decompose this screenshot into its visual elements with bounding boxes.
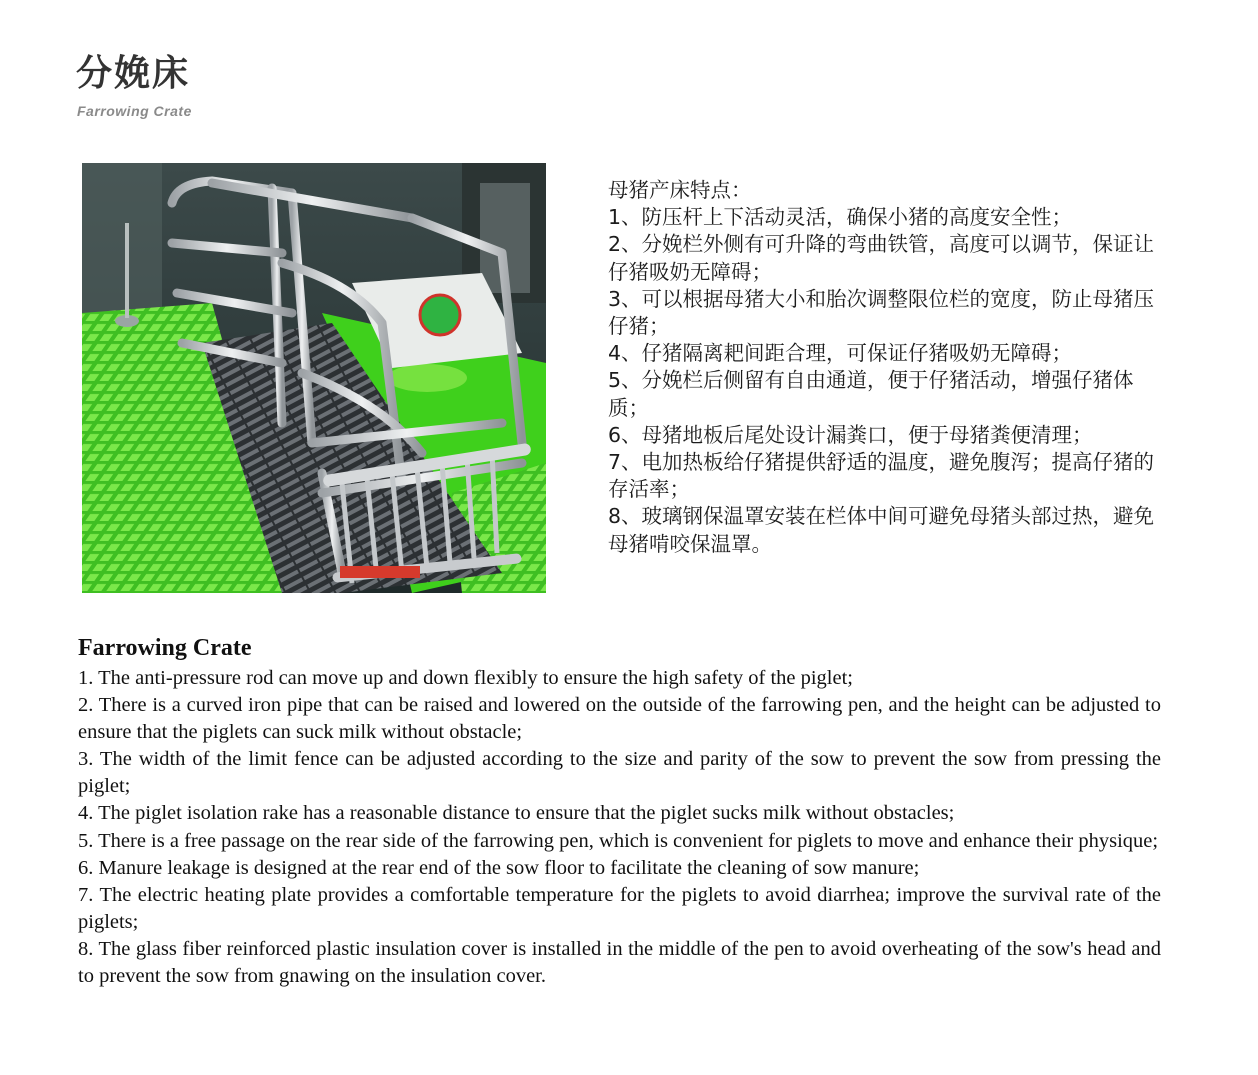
feature-en-item-8: 8. The glass fiber reinforced plastic insulation cover is installed in the middle of the pen to avoid overheating of the sow's head and to prevent the sow from gnawing on the insulation cover. — [78, 937, 1161, 988]
feature-zh-item-3: 3、可以根据母猪大小和胎次调整限位栏的宽度，防止母猪压仔猪； — [608, 286, 1155, 339]
farrowing-crate-photo — [82, 163, 546, 593]
feature-en-item-4: 4. The piglet isolation rake has a reasonable distance to ensure that the piglet sucks milk without obstacles; — [78, 802, 955, 825]
photo-illustration — [82, 163, 546, 593]
feature-en-item-7: 7. The electric heating plate provides a comfortable temperature for the piglets to avoid diarrhea; improve the survival rate of the piglets; — [78, 883, 1161, 933]
features-zh — [608, 177, 1168, 558]
feature-zh-item-2: 2、分娩栏外侧有可升降的弯曲铁管，高度可以调节，保证让仔猪吸奶无障碍； — [608, 232, 1155, 284]
feature-zh-item-7: 7、电加热板给仔猪提供舒适的温度，避免腹泻；提高仔猪的存活率； — [608, 450, 1155, 502]
features-en-heading: Farrowing Crate — [78, 635, 252, 661]
feature-en-item-6: 6. Manure leakage is designed at the rear end of the sow floor to facilitate the cleaning of sow manure; — [78, 856, 920, 879]
features-en — [78, 632, 1161, 990]
page-title: 分娩床 — [76, 53, 191, 94]
feature-zh-item-5: 5、分娩栏后侧留有自由通道，便于仔猪活动，增强仔猪体质； — [608, 368, 1134, 420]
features-zh-heading: 母猪产床特点： — [608, 178, 752, 202]
feature-en-item-3: 3. The width of the limit fence can be adjusted according to the size and parity of the sow to prevent the sow from pressing the piglet; — [78, 748, 1161, 798]
feature-zh-item-8: 8、玻璃钢保温罩安装在栏体中间可避免母猪头部过热，避免母猪啃咬保温罩。 — [608, 504, 1155, 556]
feature-en-item-2: 2. There is a curved iron pipe that can be raised and lowered on the outside of the farrowing pen, and the height can be adjusted to ensure that the piglets can suck milk without obstacle; — [78, 694, 1161, 744]
feature-zh-item-4: 4、仔猪隔离耙间距合理，可保证仔猪吸奶无障碍； — [608, 341, 1073, 366]
feature-en-item-5: 5. There is a free passage on the rear side of the farrowing pen, which is convenient for piglets to move and enhance their physique; — [78, 829, 1159, 852]
feature-zh-item-6: 6、母猪地板后尾处设计漏粪口，便于母猪粪便清理； — [608, 422, 1093, 447]
feature-en-item-1: 1. The anti-pressure rod can move up and down flexibly to ensure the high safety of the piglet; — [78, 667, 853, 689]
feature-zh-item-1: 1、防压杆上下活动灵活，确保小猪的高度安全性； — [608, 205, 1073, 230]
page-subtitle: Farrowing Crate — [77, 103, 192, 119]
